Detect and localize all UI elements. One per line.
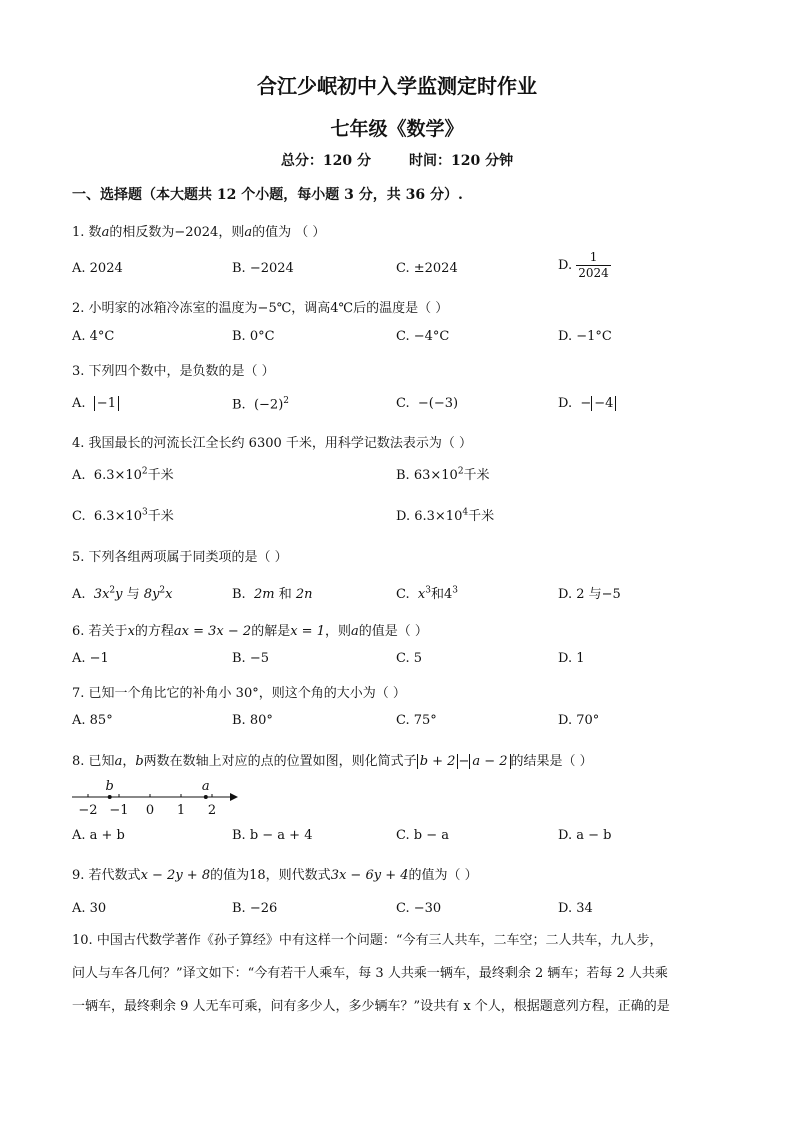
q3-option-c[interactable]: C. −(−3) xyxy=(396,396,459,411)
question-3: 3. 下列四个数中，是负数的是（ ） xyxy=(72,364,275,379)
q3-option-a[interactable]: A. −1 xyxy=(72,396,119,411)
tick-label: 2 xyxy=(207,803,217,818)
total-score: 总分：120 分 xyxy=(280,153,371,169)
q3-option-d[interactable]: D. − −4 xyxy=(558,396,616,411)
section-heading: 一、选择题（本大题共 12 个小题，每小题 3 分，共 36 分）. xyxy=(72,187,463,203)
q7-option-a[interactable]: A. 85° xyxy=(72,713,113,728)
fraction: $\frac{1}{2024}$ xyxy=(578,250,609,280)
q8-option-c[interactable]: C. b − a xyxy=(396,828,449,843)
q1-option-c[interactable]: C. ±2024 xyxy=(396,261,458,276)
tick-label: 1 xyxy=(176,803,186,818)
exam-subtitle: 七年级《数学》 xyxy=(330,118,464,140)
tick-label: 0 xyxy=(145,803,155,818)
question-10-line-2: 问人与车各几何？”译文如下：“今有若干人乘车，每 3 人共乘一辆车，最终剩余 2 辆车；若每 2 人共乘 xyxy=(72,966,668,981)
q8-option-a[interactable]: A. a + b xyxy=(72,828,125,843)
tick-label: −1 xyxy=(109,803,129,818)
point-a-label: a xyxy=(201,779,210,794)
q2-option-c[interactable]: C. −4°C xyxy=(396,329,450,344)
q9-option-c[interactable]: C. −30 xyxy=(396,901,442,916)
point-b xyxy=(108,795,112,799)
number-line-arrow-icon xyxy=(230,793,238,801)
q9-option-d[interactable]: D. 34 xyxy=(558,901,593,916)
q5-option-b[interactable]: B. 2m 和 2n xyxy=(232,587,313,602)
question-6: 6. 若关于x的方程ax = 3x − 2的解是x = 1，则a的值是（ ） xyxy=(72,624,428,639)
q2-option-d[interactable]: D. −1°C xyxy=(558,329,612,344)
question-7: 7. 已知一个角比它的补角小 30°，则这个角的大小为（ ） xyxy=(72,686,406,701)
question-10-line-3: 一辆车，最终剩余 9 人无车可乘，问有多少人，多少辆车？”设共有 x 个人，根据题意列方程，正确的是 xyxy=(72,999,670,1014)
exam-time: 时间：120 分钟 xyxy=(409,153,514,169)
tick-label: −2 xyxy=(78,803,98,818)
number-line xyxy=(70,778,250,818)
question-2: 2. 小明家的冰箱冷冻室的温度为−5℃，调高4℃后的温度是（ ） xyxy=(72,301,449,316)
question-10 xyxy=(72,924,722,1023)
q2-option-a[interactable]: A. 4°C xyxy=(72,329,115,344)
absolute-value: −1 xyxy=(94,396,119,411)
q5-option-c[interactable]: C. $x^3$和$4^3$ xyxy=(396,585,458,602)
q2-option-b[interactable]: B. 0°C xyxy=(232,329,275,344)
question-9: 9. 若代数式x − 2y + 8的值为18，则代数式3x − 6y + 4的值为（ ） xyxy=(72,868,478,883)
question-8: 8. 已知a，b两数在数轴上对应的点的位置如图，则化简式子 b + 2 − a − 2 的结果是（ ） xyxy=(72,754,593,769)
q5-option-a[interactable]: A. $3x^2y$ 与 $8y^2x$ xyxy=(72,585,173,602)
q6-option-c[interactable]: C. 5 xyxy=(396,651,423,666)
point-b-label: b xyxy=(105,779,114,794)
q3-option-b[interactable]: B. $(-2)^2$ xyxy=(232,396,289,413)
q9-option-b[interactable]: B. −26 xyxy=(232,901,278,916)
absolute-value: a − 2 xyxy=(469,754,510,769)
q5-option-d[interactable]: D. 2 与−5 xyxy=(558,587,621,602)
q9-option-a[interactable]: A. 30 xyxy=(72,901,107,916)
q4-option-c[interactable]: C. $6.3\times 10^3$千米 xyxy=(72,507,174,524)
q1-option-d[interactable]: D. $\frac{1}{2024}$ xyxy=(558,250,609,280)
point-a xyxy=(204,795,208,799)
q8-option-b[interactable]: B. b − a + 4 xyxy=(232,828,313,843)
q1-option-a[interactable]: A. 2024 xyxy=(72,261,123,276)
q7-option-b[interactable]: B. 80° xyxy=(232,713,273,728)
q4-option-b[interactable]: B. $63\times 10^2$千米 xyxy=(396,466,490,483)
exam-title: 合江少岷初中入学监测定时作业 xyxy=(257,74,537,98)
q4-option-d[interactable]: D. $6.3\times 10^4$千米 xyxy=(396,507,495,524)
question-1: 1. 数a的相反数为−2024，则a的值为 （ ） xyxy=(72,225,326,240)
q6-option-d[interactable]: D. 1 xyxy=(558,651,585,666)
q7-option-d[interactable]: D. 70° xyxy=(558,713,600,728)
question-10-line-1: 10. 中国古代数学著作《孙子算经》中有这样一个问题：“今有三人共车，二车空；二人共车，九人步， xyxy=(72,933,663,948)
q4-option-a[interactable]: A. $6.3\times 10^2$千米 xyxy=(72,466,174,483)
q8-option-d[interactable]: D. a − b xyxy=(558,828,612,843)
score-time-line xyxy=(0,150,794,170)
q6-option-a[interactable]: A. −1 xyxy=(72,651,109,666)
absolute-value: −4 xyxy=(591,396,616,411)
absolute-value: b + 2 xyxy=(417,754,459,769)
q6-option-b[interactable]: B. −5 xyxy=(232,651,269,666)
question-4: 4. 我国最长的河流长江全长约 6300 千米，用科学记数法表示为（ ） xyxy=(72,436,473,451)
q1-option-b[interactable]: B. −2024 xyxy=(232,261,294,276)
question-5: 5. 下列各组两项属于同类项的是（ ） xyxy=(72,550,288,565)
q7-option-c[interactable]: C. 75° xyxy=(396,713,437,728)
